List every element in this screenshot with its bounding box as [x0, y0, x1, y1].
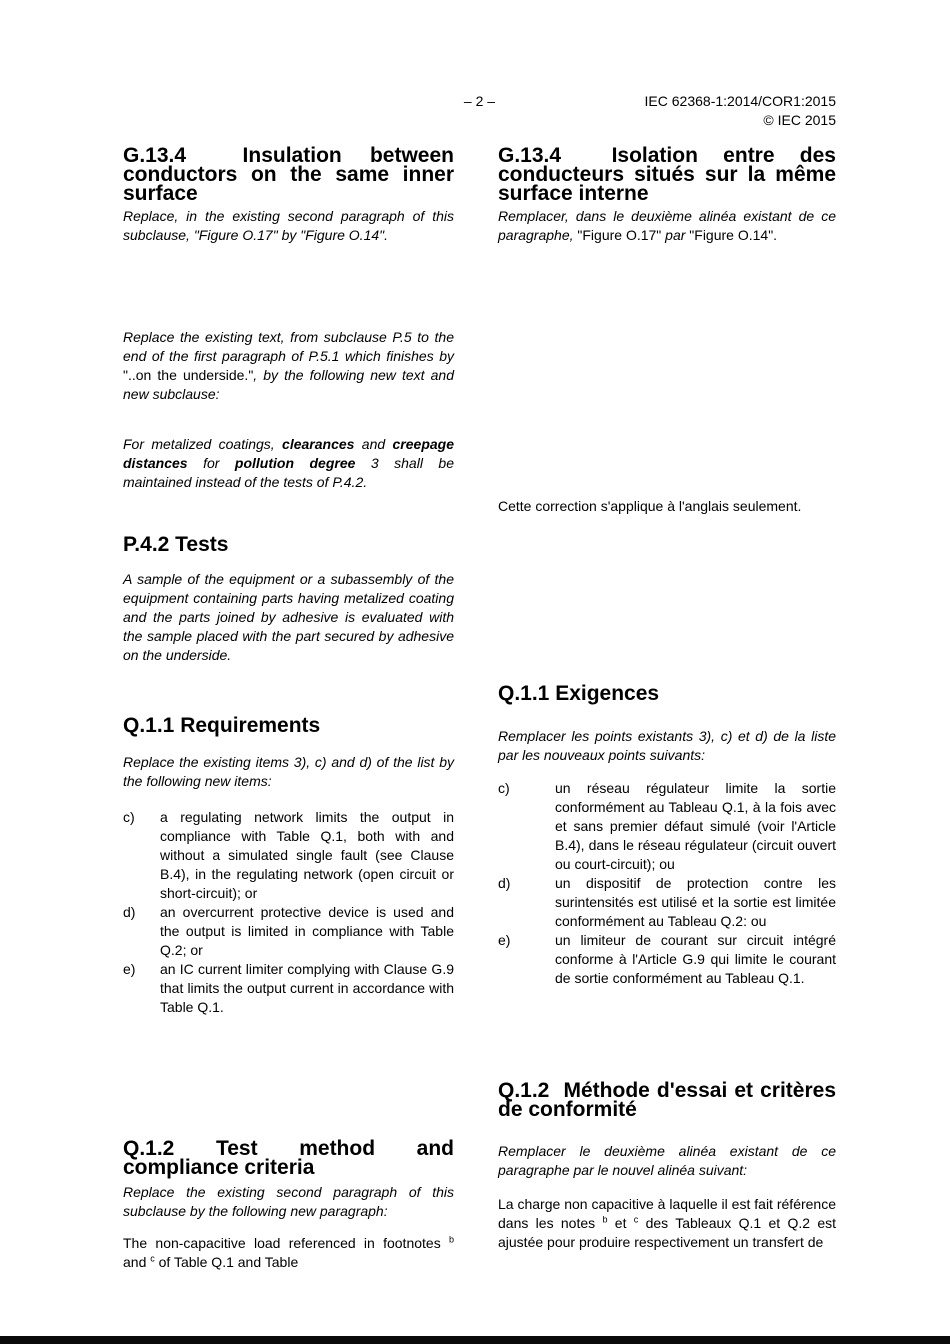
list-item: [123, 960, 454, 1017]
new-text-charge-fr: [498, 1195, 836, 1252]
defined-term: pollution degree: [234, 455, 356, 471]
copyright-notice: © IEC 2015: [763, 112, 836, 128]
list-item-text: an IC current limiter complying with Clause G.9 that limits the output current in accordance with Table Q.1.: [160, 961, 454, 1015]
edit-instruction-p5-en: [123, 328, 454, 404]
text-run: for: [187, 455, 235, 471]
text-run: par: [665, 227, 690, 243]
list-item-label: c): [498, 780, 510, 796]
text-run: Remplacer, dans le deuxième alinéa existant de ce paragraphe,: [498, 208, 836, 243]
heading-q1-1-en: Q.1.1 Requirements: [123, 714, 321, 737]
item-list-fr: [498, 779, 836, 988]
footnote-ref: c: [150, 1253, 155, 1264]
text-run: La charge non capacitive à laquelle il est fait référence dans les notes: [498, 1196, 836, 1231]
list-item-label: e): [123, 961, 136, 977]
quoted-text: "Figure O.14".: [689, 227, 778, 243]
text-run: , by the following new text and new subclause:: [123, 367, 454, 402]
new-text-noncapacitive-en: [123, 1234, 454, 1272]
page-number: – 2 –: [463, 93, 496, 109]
edit-instruction-items-en: Replace the existing items 3), c) and d) of the list by the following new items:: [123, 754, 454, 789]
list-item: [498, 874, 836, 931]
text-run: of Table Q.1 and Table: [154, 1254, 299, 1270]
defined-term: clearances: [282, 436, 355, 452]
list-item-text: a regulating network limits the output in compliance with Table Q.1, both with and without a simulated single fault (see Clause B.4), in the regulating network (open circuit or short-circuit); or: [160, 809, 454, 901]
list-item: [498, 779, 836, 874]
text-run: For metalized coatings,: [123, 436, 283, 452]
edit-instruction-figure-fr: [498, 207, 836, 245]
list-item-label: c): [123, 809, 135, 825]
page-edge-bar: [0, 1336, 950, 1344]
footnote-ref: c: [633, 1214, 639, 1225]
footnote-ref: b: [448, 1234, 454, 1245]
edit-instruction-second-para-fr: Remplacer le deuxième alinéa existant de ce paragraphe par le nouvel alinéa suivant:: [498, 1143, 836, 1178]
item-list-en: [123, 808, 454, 1017]
text-run: Replace the existing text, from subclause P.5 to the end of the first paragraph of P.5.1 which finishes by: [123, 329, 454, 364]
text-run: The non-capacitive load referenced in footnotes: [123, 1235, 449, 1251]
text-run: and: [354, 436, 393, 452]
correction-note-fr: Cette correction s'applique à l'anglais seulement.: [498, 498, 802, 514]
document-reference: IEC 62368-1:2014/COR1:2015: [644, 93, 836, 109]
list-item-label: d): [498, 875, 511, 891]
new-text-metalized-en: [123, 435, 454, 492]
heading-p4-2-en: P.4.2 Tests: [123, 533, 229, 556]
new-text-sample-en: A sample of the equipment or a subassembly of the equipment containing parts having metalized coating and the parts joined by adhesive is evaluated with the sample placed with the part secured by adhesive on the underside.: [123, 571, 454, 663]
text-run: des Tableaux Q.1 et Q.2 est ajustée pour produire respectivement un transfert de: [498, 1215, 837, 1250]
list-item: [123, 808, 454, 903]
edit-instruction-second-para-en: Replace the existing second paragraph of this subclause by the following new paragraph:: [123, 1184, 454, 1219]
text-run: et: [607, 1215, 634, 1231]
list-item: [498, 931, 836, 988]
defined-term: creepage distances: [123, 436, 454, 471]
list-item-text: an overcurrent protective device is used and the output is limited in compliance with Table Q.2; or: [160, 904, 454, 958]
text-run: 3 shall be maintained instead of the tests of P.4.2.: [123, 455, 454, 490]
heading-g13-4-en: G.13.4 Insulation between conductors on the same inner surface: [123, 144, 454, 205]
edit-instruction-figure-en: Replace, in the existing second paragraph of this subclause, "Figure O.17" by "Figure O.14".: [123, 208, 454, 243]
list-item: [123, 903, 454, 960]
quoted-text: "..on the underside.": [123, 367, 254, 383]
heading-q1-2-en: Q.1.2 Test method and compliance criteria: [123, 1137, 454, 1179]
footnote-ref: b: [602, 1214, 608, 1225]
quoted-text: "Figure O.17": [577, 227, 666, 243]
list-item-text: un limiteur de courant sur circuit intégré conforme à l'Article G.9 qui limite le courant de sortie conformément au Tableau Q.1.: [555, 932, 836, 986]
text-run: and: [123, 1254, 151, 1270]
list-item-text: un réseau régulateur limite la sortie conformément au Tableau Q.1, à la fois avec et sans premier défaut simulé (voir l'Article B.4), dans le réseau régulateur (circuit ouvert ou court-circuit); ou: [555, 780, 836, 872]
list-item-label: e): [498, 932, 511, 948]
list-item-label: d): [123, 904, 136, 920]
heading-q1-2-fr: Q.1.2 Méthode d'essai et critères de conformité: [498, 1079, 836, 1121]
heading-g13-4-fr: G.13.4 Isolation entre des conducteurs situés sur la même surface interne: [498, 144, 836, 205]
heading-q1-1-fr: Q.1.1 Exigences: [498, 682, 660, 705]
list-item-text: un dispositif de protection contre les surintensités est utilisé et la sortie est limitée conformément au Tableau Q.2: ou: [555, 875, 836, 929]
edit-instruction-items-fr: Remplacer les points existants 3), c) et d) de la liste par les nouveaux points suivants:: [498, 728, 836, 763]
